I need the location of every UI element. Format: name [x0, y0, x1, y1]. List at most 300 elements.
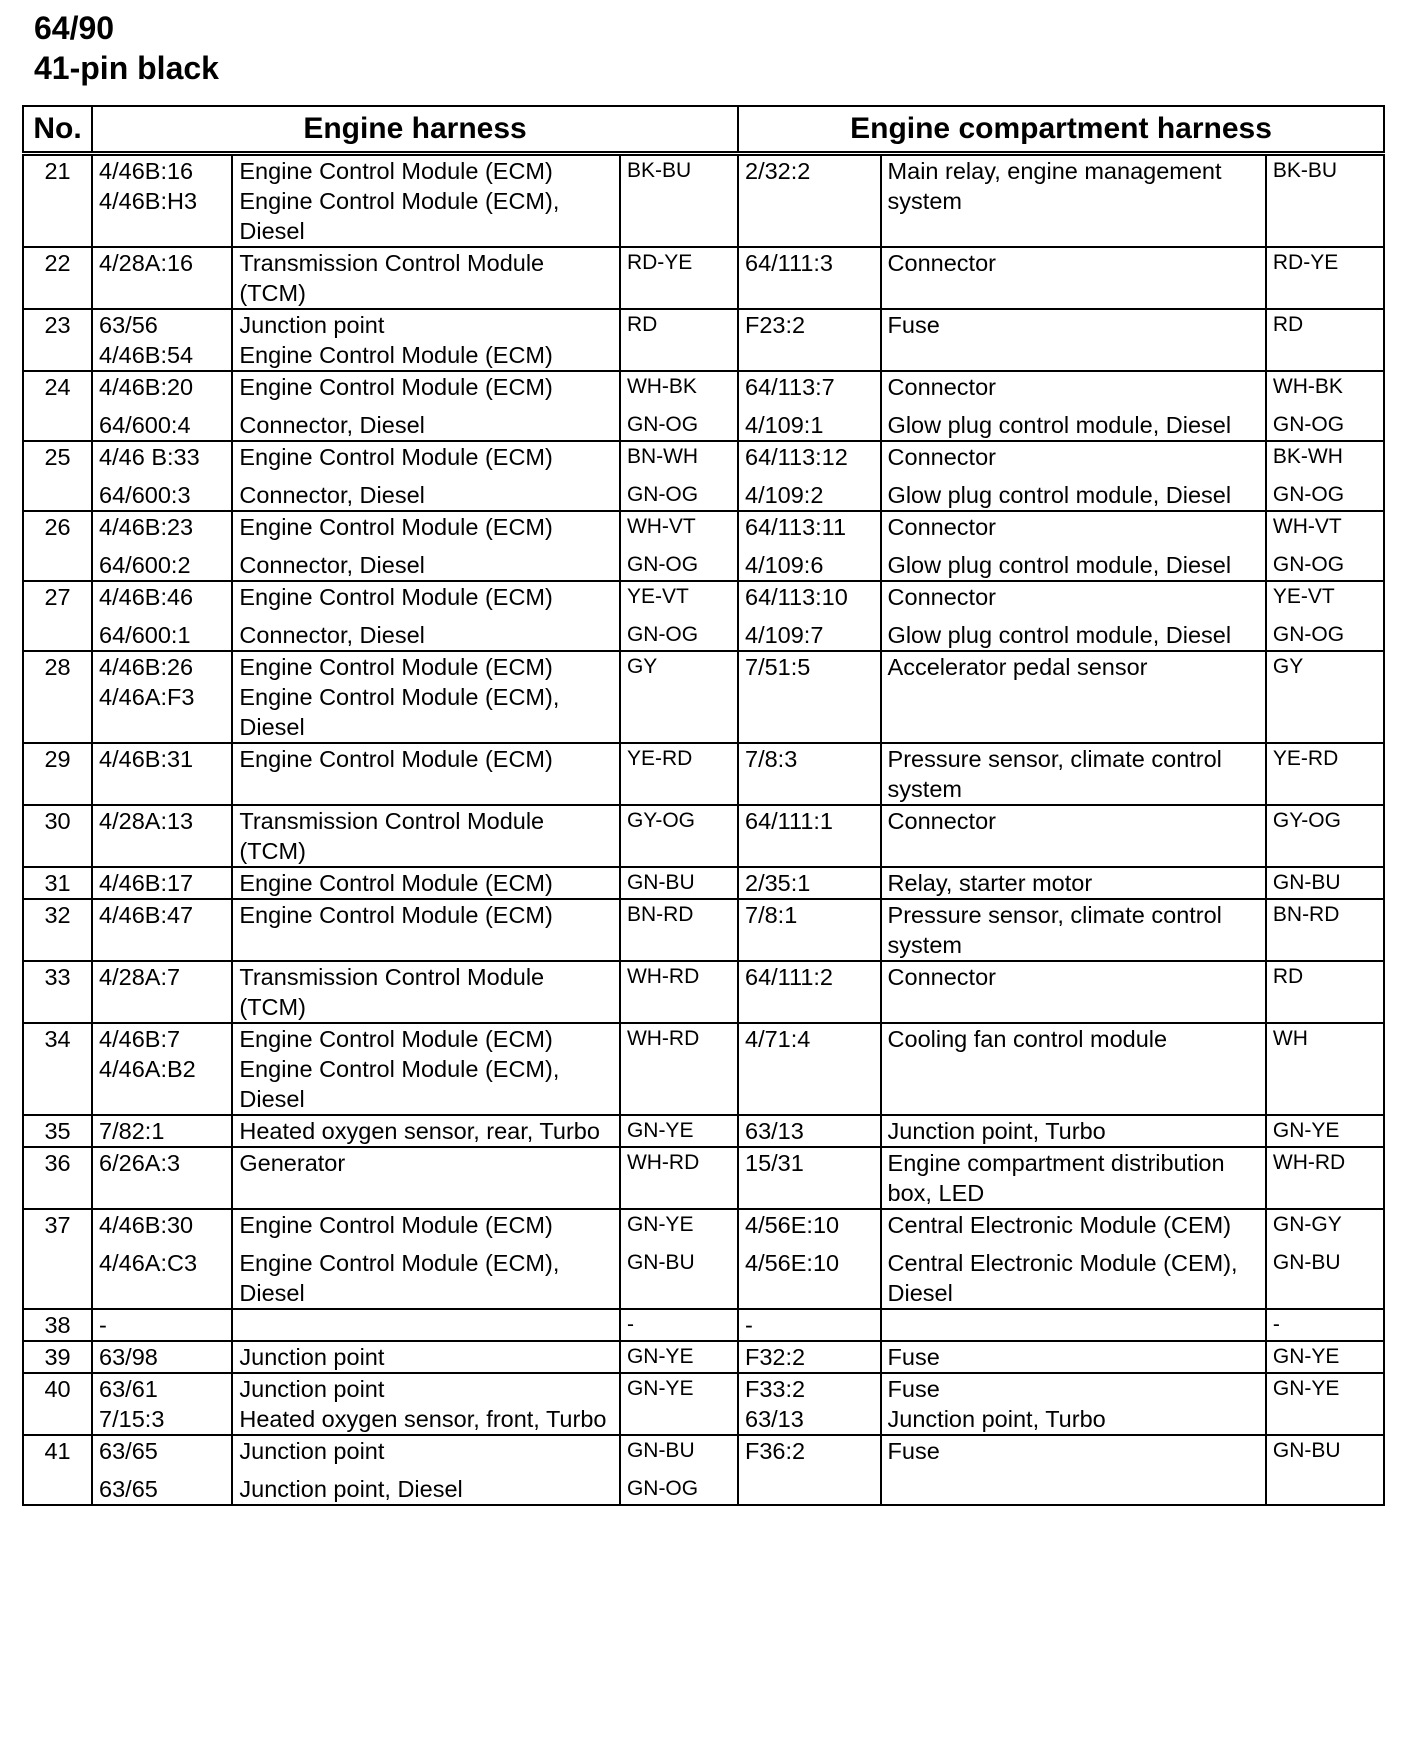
pin-number: 31 [23, 867, 92, 899]
engine-harness-wire-color [627, 682, 731, 712]
compartment-harness-wire-code-cell [738, 581, 881, 651]
table-body [23, 154, 1384, 1506]
compartment-harness-wire-color: WH-VT [1272, 515, 1342, 538]
compartment-harness-wire-code: 4/109:2 [745, 482, 824, 508]
table-row [23, 511, 1384, 581]
table-row [23, 899, 1384, 961]
compartment-harness-wire-code: F23:2 [745, 312, 806, 338]
engine-harness-wire-code: 64/600:1 [99, 622, 191, 648]
compartment-harness-wire-color: YE-VT [1272, 585, 1335, 608]
compartment-harness-wire-color: WH-BK [1272, 375, 1343, 398]
compartment-harness-wire-color-cell [1266, 371, 1384, 441]
engine-harness-component-description-cell [232, 899, 620, 961]
compartment-harness-wire-color: GN-YE [1272, 1345, 1340, 1368]
engine-harness-wire-code-cell [92, 371, 232, 441]
engine-harness-component-description: Engine Control Module (ECM), Diesel [239, 188, 560, 244]
compartment-harness-wire-color: RD [1272, 313, 1304, 336]
engine-harness-wire-code: 6/26A:3 [99, 1150, 181, 1176]
engine-harness-wire-color: WH-RD [626, 1151, 700, 1174]
compartment-harness-wire-color: GN-OG [1272, 623, 1345, 646]
compartment-harness-component-description: Connector [887, 250, 996, 276]
compartment-harness-component-description-cell [881, 511, 1266, 581]
compartment-harness-wire-color: RD [1272, 965, 1304, 988]
engine-harness-component-description: Connector, Diesel [239, 622, 425, 648]
engine-harness-wire-code-cell [92, 154, 232, 248]
compartment-harness-wire-code: 7/8:1 [745, 902, 798, 928]
engine-harness-component-description: Engine Control Module (ECM) [239, 158, 553, 184]
engine-harness-wire-code-cell [92, 1373, 232, 1435]
compartment-harness-wire-code-cell [738, 1373, 881, 1435]
engine-harness-component-description: Connector, Diesel [239, 482, 425, 508]
compartment-harness-wire-code: 64/113:12 [745, 444, 848, 470]
compartment-harness-wire-color: GN-BU [1272, 871, 1341, 894]
engine-harness-wire-color: GN-OG [626, 623, 699, 646]
compartment-harness-wire-code-cell [738, 1209, 881, 1309]
compartment-harness-wire-color-cell [1266, 1309, 1384, 1341]
engine-harness-wire-code-cell [92, 441, 232, 511]
compartment-harness-wire-code: F32:2 [745, 1344, 806, 1370]
engine-harness-component-description [239, 1310, 613, 1340]
connector-description: 41-pin black [34, 50, 219, 86]
compartment-harness-wire-color: GY-OG [1272, 809, 1341, 832]
table-row [23, 309, 1384, 371]
compartment-harness-wire-color-cell [1266, 309, 1384, 371]
compartment-harness-component-description-cell [881, 961, 1266, 1023]
table-row [23, 1341, 1384, 1373]
engine-harness-wire-color-cell [620, 581, 738, 651]
compartment-harness-wire-color: GY [1272, 655, 1304, 678]
engine-harness-wire-color-cell [620, 511, 738, 581]
pin-number: 33 [23, 961, 92, 1023]
engine-harness-wire-code: 63/65 [99, 1476, 158, 1502]
compartment-harness-component-description-cell [881, 581, 1266, 651]
engine-harness-wire-color: RD-YE [626, 251, 693, 274]
compartment-harness-wire-color: RD-YE [1272, 251, 1339, 274]
engine-harness-wire-color-cell [620, 371, 738, 441]
engine-harness-wire-color: GN-YE [626, 1377, 694, 1400]
engine-harness-wire-color-cell [620, 309, 738, 371]
compartment-harness-wire-color-cell [1266, 805, 1384, 867]
compartment-harness-wire-color: GN-YE [1272, 1377, 1340, 1400]
engine-harness-wire-color: - [626, 1313, 634, 1336]
pin-number: 24 [23, 371, 92, 441]
compartment-harness-wire-color: WH-RD [1272, 1151, 1346, 1174]
compartment-harness-wire-code: 64/113:11 [745, 514, 847, 540]
engine-harness-component-description-cell [232, 1341, 620, 1373]
compartment-harness-component-description-cell [881, 1209, 1266, 1309]
engine-harness-component-description: Engine Control Module (ECM) [239, 584, 553, 610]
engine-harness-component-description: Junction point [239, 1438, 385, 1464]
engine-harness-component-description: Generator [239, 1150, 346, 1176]
engine-harness-wire-code: 4/46B:47 [99, 902, 194, 928]
engine-harness-wire-color-cell [620, 1147, 738, 1209]
engine-harness-component-description: Junction point [239, 312, 385, 338]
engine-harness-wire-color: YE-VT [626, 585, 689, 608]
table-row [23, 805, 1384, 867]
engine-harness-wire-code: 4/46B:7 [99, 1026, 181, 1052]
compartment-harness-wire-code: 64/111:2 [745, 964, 833, 990]
compartment-harness-component-description-cell [881, 1373, 1266, 1435]
engine-harness-wire-code-cell [92, 805, 232, 867]
engine-harness-wire-color: GN-YE [626, 1345, 694, 1368]
compartment-harness-wire-code: 4/56E:10 [745, 1250, 840, 1276]
compartment-harness-wire-code-cell [738, 1341, 881, 1373]
compartment-harness-wire-code-cell [738, 899, 881, 961]
table-row [23, 1435, 1384, 1505]
engine-harness-component-description-cell [232, 247, 620, 309]
compartment-harness-wire-color: GN-BU [1272, 1439, 1341, 1462]
engine-harness-wire-color: GN-BU [626, 1439, 695, 1462]
compartment-harness-wire-code: 64/111:1 [745, 808, 833, 834]
engine-harness-wire-code-cell [92, 581, 232, 651]
engine-harness-component-description: Engine Control Module (ECM) [239, 1026, 553, 1052]
pin-number: 32 [23, 899, 92, 961]
engine-harness-wire-code-cell [92, 1023, 232, 1115]
engine-harness-wire-color [627, 1404, 731, 1434]
compartment-harness-wire-code-cell [738, 309, 881, 371]
engine-harness-wire-color: BN-RD [626, 903, 694, 926]
table-row [23, 1023, 1384, 1115]
engine-harness-wire-color [627, 1054, 731, 1084]
compartment-harness-wire-code-cell [738, 154, 881, 248]
compartment-harness-component-description: Connector [887, 444, 996, 470]
compartment-harness-component-description: Glow plug control module, Diesel [887, 412, 1232, 438]
compartment-harness-wire-color-cell [1266, 899, 1384, 961]
engine-harness-component-description-cell [232, 511, 620, 581]
engine-harness-wire-color: GN-OG [626, 553, 699, 576]
compartment-harness-wire-color-cell [1266, 511, 1384, 581]
engine-harness-component-description: Engine Control Module (ECM), Diesel [239, 1250, 560, 1306]
compartment-harness-wire-color-cell [1266, 154, 1384, 248]
engine-harness-component-description: Engine Control Module (ECM) [239, 870, 553, 896]
compartment-harness-wire-code: F36:2 [745, 1438, 806, 1464]
engine-harness-wire-code: - [99, 1312, 107, 1338]
compartment-harness-wire-color: BK-BU [1272, 159, 1338, 182]
compartment-harness-component-description: Connector [887, 808, 996, 834]
engine-harness-wire-color-cell [620, 651, 738, 743]
document-title [34, 8, 219, 88]
compartment-harness-wire-code-cell [738, 867, 881, 899]
compartment-harness-component-description-cell [881, 899, 1266, 961]
engine-harness-wire-color: RD [626, 313, 658, 336]
engine-harness-wire-code: 63/61 [99, 1376, 158, 1402]
engine-harness-component-description-cell [232, 961, 620, 1023]
compartment-harness-wire-code: 7/51:5 [745, 654, 811, 680]
engine-harness-wire-code: 4/46B:20 [99, 374, 194, 400]
compartment-harness-wire-code: 4/71:4 [745, 1026, 811, 1052]
engine-harness-component-description: Connector, Diesel [239, 412, 425, 438]
compartment-harness-component-description: Fuse [887, 1376, 940, 1402]
engine-harness-component-description: Engine Control Module (ECM) [239, 654, 553, 680]
compartment-harness-wire-code: 4/56E:10 [745, 1212, 840, 1238]
table-header-row [23, 106, 1384, 154]
compartment-harness-wire-code-cell [738, 1147, 881, 1209]
compartment-harness-component-description-cell [881, 867, 1266, 899]
engine-harness-wire-code-cell [92, 961, 232, 1023]
compartment-harness-component-description-cell [881, 1023, 1266, 1115]
compartment-harness-wire-color: BK-WH [1272, 445, 1343, 468]
compartment-harness-wire-color: GN-YE [1272, 1119, 1340, 1142]
engine-harness-wire-color-cell [620, 1373, 738, 1435]
engine-harness-wire-color-cell [620, 1309, 738, 1341]
compartment-harness-component-description-cell [881, 1115, 1266, 1147]
engine-harness-component-description-cell [232, 651, 620, 743]
engine-harness-component-description-cell [232, 1309, 620, 1341]
engine-harness-wire-code: 63/65 [99, 1438, 158, 1464]
engine-harness-wire-color-cell [620, 1341, 738, 1373]
compartment-harness-wire-color-cell [1266, 867, 1384, 899]
engine-harness-component-description: Engine Control Module (ECM), Diesel [239, 1056, 560, 1112]
pin-number: 23 [23, 309, 92, 371]
engine-harness-component-description-cell [232, 309, 620, 371]
engine-harness-wire-color-cell [620, 743, 738, 805]
engine-harness-component-description-cell [232, 371, 620, 441]
engine-harness-wire-color-cell [620, 899, 738, 961]
engine-harness-wire-color-cell [620, 1023, 738, 1115]
engine-harness-component-description-cell [232, 743, 620, 805]
compartment-harness-wire-color-cell [1266, 1435, 1384, 1505]
engine-harness-wire-code-cell [92, 651, 232, 743]
compartment-harness-component-description: Pressure sensor, climate control system [887, 902, 1222, 958]
compartment-harness-wire-code-cell [738, 1023, 881, 1115]
compartment-harness-component-description-cell [881, 247, 1266, 309]
compartment-harness-wire-code: 63/13 [745, 1118, 804, 1144]
engine-harness-wire-code: 4/46B:46 [99, 584, 194, 610]
compartment-harness-wire-code-cell [738, 247, 881, 309]
engine-harness-wire-code-cell [92, 1435, 232, 1505]
compartment-harness-wire-code-cell [738, 1309, 881, 1341]
compartment-harness-component-description: Junction point, Turbo [887, 1406, 1106, 1432]
engine-harness-wire-color: GY-OG [626, 809, 696, 832]
compartment-harness-component-description: Fuse [887, 312, 940, 338]
table-row [23, 961, 1384, 1023]
engine-harness-wire-code: 4/28A:16 [99, 250, 194, 276]
compartment-harness-component-description-cell [881, 371, 1266, 441]
engine-harness-wire-color: GN-OG [626, 413, 699, 436]
connector-number: 64/90 [34, 10, 115, 46]
engine-harness-wire-code: 4/46B:16 [99, 158, 194, 184]
engine-harness-wire-code-cell [92, 511, 232, 581]
pin-number: 34 [23, 1023, 92, 1115]
engine-harness-component-description-cell [232, 1115, 620, 1147]
engine-harness-component-description-cell [232, 581, 620, 651]
compartment-harness-component-description: Relay, starter motor [887, 870, 1093, 896]
compartment-harness-wire-code: 4/109:1 [745, 412, 824, 438]
compartment-harness-wire-code-cell [738, 371, 881, 441]
engine-harness-wire-code-cell [92, 247, 232, 309]
engine-harness-component-description: Heated oxygen sensor, front, Turbo [239, 1406, 607, 1432]
engine-harness-wire-code-cell [92, 867, 232, 899]
engine-harness-wire-color-cell [620, 441, 738, 511]
compartment-harness-component-description-cell [881, 1147, 1266, 1209]
pin-number: 26 [23, 511, 92, 581]
header-engine-harness: Engine harness [92, 106, 738, 154]
compartment-harness-component-description: Cooling fan control module [887, 1026, 1168, 1052]
pin-number: 21 [23, 154, 92, 248]
engine-harness-wire-code-cell [92, 1147, 232, 1209]
engine-harness-wire-color: GN-BU [626, 871, 695, 894]
compartment-harness-wire-code-cell [738, 1435, 881, 1505]
pin-number: 30 [23, 805, 92, 867]
compartment-harness-wire-color-cell [1266, 961, 1384, 1023]
compartment-harness-wire-code: F33:2 [745, 1376, 806, 1402]
engine-harness-wire-color: GN-OG [626, 1477, 699, 1500]
compartment-harness-component-description-cell [881, 1435, 1266, 1505]
compartment-harness-wire-code-cell [738, 511, 881, 581]
engine-harness-component-description: Engine Control Module (ECM) [239, 902, 553, 928]
engine-harness-wire-color [627, 340, 731, 370]
engine-harness-wire-color-cell [620, 1209, 738, 1309]
engine-harness-wire-code: 64/600:3 [99, 482, 191, 508]
engine-harness-component-description: Engine Control Module (ECM) [239, 374, 553, 400]
pin-number: 37 [23, 1209, 92, 1309]
compartment-harness-wire-color: BN-RD [1272, 903, 1340, 926]
engine-harness-wire-color: YE-RD [626, 747, 693, 770]
compartment-harness-wire-code: 64/113:10 [745, 584, 848, 610]
compartment-harness-wire-code-cell [738, 961, 881, 1023]
engine-harness-wire-color-cell [620, 867, 738, 899]
compartment-harness-component-description [888, 1310, 1259, 1340]
engine-harness-wire-code-cell [92, 899, 232, 961]
engine-harness-wire-color-cell [620, 247, 738, 309]
header-engine-compartment-harness: Engine compartment harness [738, 106, 1384, 154]
compartment-harness-wire-code-cell [738, 743, 881, 805]
engine-harness-wire-color-cell [620, 805, 738, 867]
compartment-harness-component-description: Connector [887, 584, 996, 610]
compartment-harness-wire-code: 15/31 [745, 1150, 804, 1176]
table-row [23, 743, 1384, 805]
compartment-harness-component-description: Central Electronic Module (CEM) [887, 1212, 1232, 1238]
compartment-harness-wire-color-cell [1266, 1373, 1384, 1435]
table-row [23, 581, 1384, 651]
compartment-harness-wire-code: 2/32:2 [745, 158, 811, 184]
compartment-harness-wire-color: YE-RD [1272, 747, 1339, 770]
engine-harness-wire-color: GY [626, 655, 658, 678]
engine-harness-component-description-cell [232, 1209, 620, 1309]
compartment-harness-component-description-cell [881, 743, 1266, 805]
engine-harness-wire-color: GN-YE [626, 1119, 694, 1142]
compartment-harness-component-description: Connector [887, 964, 996, 990]
pin-number: 35 [23, 1115, 92, 1147]
table-row [23, 371, 1384, 441]
table-row [23, 1309, 1384, 1341]
engine-harness-component-description: Junction point [239, 1344, 385, 1370]
engine-harness-component-description: Transmission Control Module (TCM) [239, 964, 545, 1020]
engine-harness-wire-color: GN-OG [626, 483, 699, 506]
engine-harness-component-description: Junction point [239, 1376, 385, 1402]
engine-harness-component-description-cell [232, 1147, 620, 1209]
compartment-harness-component-description-cell [881, 441, 1266, 511]
pin-number: 38 [23, 1309, 92, 1341]
compartment-harness-component-description: Engine compartment distribution box, LED [887, 1150, 1225, 1206]
engine-harness-wire-code: 4/28A:7 [99, 964, 181, 990]
engine-harness-wire-code-cell [92, 1209, 232, 1309]
engine-harness-component-description: Connector, Diesel [239, 552, 425, 578]
compartment-harness-wire-color: GN-OG [1272, 483, 1345, 506]
compartment-harness-component-description-cell [881, 154, 1266, 248]
table-row [23, 1115, 1384, 1147]
engine-harness-wire-color: GN-BU [626, 1251, 695, 1274]
compartment-harness-wire-color: GN-BU [1272, 1251, 1341, 1274]
compartment-harness-wire-color-cell [1266, 1115, 1384, 1147]
compartment-harness-component-description: Junction point, Turbo [887, 1118, 1106, 1144]
engine-harness-component-description-cell [232, 805, 620, 867]
compartment-harness-wire-color [1273, 1404, 1377, 1434]
engine-harness-component-description: Engine Control Module (ECM) [239, 444, 553, 470]
engine-harness-component-description: Engine Control Module (ECM) [239, 746, 553, 772]
pin-number: 41 [23, 1435, 92, 1505]
compartment-harness-component-description: Glow plug control module, Diesel [887, 482, 1232, 508]
engine-harness-wire-code-cell [92, 1115, 232, 1147]
compartment-harness-wire-color: GN-OG [1272, 553, 1345, 576]
engine-harness-component-description: Engine Control Module (ECM) [239, 514, 553, 540]
compartment-harness-component-description: Accelerator pedal sensor [887, 654, 1148, 680]
pin-assignment-table [22, 105, 1385, 1506]
compartment-harness-wire-color: WH [1272, 1027, 1308, 1050]
engine-harness-wire-color: BN-WH [626, 445, 699, 468]
engine-harness-wire-code: 4/46A:C3 [99, 1250, 198, 1276]
engine-harness-component-description-cell [232, 1435, 620, 1505]
compartment-harness-wire-code-cell [738, 651, 881, 743]
compartment-harness-wire-code: 64/113:7 [745, 374, 835, 400]
compartment-harness-component-description-cell [881, 805, 1266, 867]
engine-harness-wire-code: 4/28A:13 [99, 808, 194, 834]
engine-harness-wire-code: 64/600:4 [99, 412, 191, 438]
pin-number: 25 [23, 441, 92, 511]
engine-harness-wire-code: 4/46B:26 [99, 654, 194, 680]
engine-harness-wire-color-cell [620, 1435, 738, 1505]
engine-harness-wire-code-cell [92, 309, 232, 371]
table-row [23, 441, 1384, 511]
engine-harness-wire-color: WH-RD [626, 965, 700, 988]
pin-number: 27 [23, 581, 92, 651]
compartment-harness-wire-color-cell [1266, 581, 1384, 651]
engine-harness-component-description-cell [232, 441, 620, 511]
compartment-harness-wire-code: 64/111:3 [745, 250, 833, 276]
compartment-harness-component-description: Fuse [887, 1438, 940, 1464]
pin-number: 28 [23, 651, 92, 743]
table-row [23, 1147, 1384, 1209]
engine-harness-wire-color: GN-YE [626, 1213, 694, 1236]
compartment-harness-wire-color-cell [1266, 441, 1384, 511]
engine-harness-wire-code: 4/46 B:33 [99, 444, 200, 470]
compartment-harness-component-description: Central Electronic Module (CEM), Diesel [887, 1250, 1238, 1306]
compartment-harness-wire-code-cell [738, 805, 881, 867]
engine-harness-wire-code: 4/46A:F3 [99, 684, 195, 710]
engine-harness-component-description: Junction point, Diesel [239, 1476, 463, 1502]
engine-harness-component-description-cell [232, 867, 620, 899]
compartment-harness-component-description-cell [881, 651, 1266, 743]
compartment-harness-wire-color: GN-GY [1272, 1213, 1342, 1236]
engine-harness-wire-code: 4/46B:17 [99, 870, 194, 896]
engine-harness-component-description-cell [232, 1373, 620, 1435]
pin-number: 22 [23, 247, 92, 309]
engine-harness-wire-color-cell [620, 961, 738, 1023]
compartment-harness-wire-code: - [745, 1312, 753, 1338]
pin-number: 39 [23, 1341, 92, 1373]
engine-harness-component-description: Engine Control Module (ECM) [239, 342, 553, 368]
compartment-harness-component-description: Fuse [887, 1344, 940, 1370]
compartment-harness-component-description: Glow plug control module, Diesel [887, 622, 1232, 648]
pin-number: 29 [23, 743, 92, 805]
table-row [23, 1373, 1384, 1435]
compartment-harness-wire-code: 4/109:7 [745, 622, 824, 648]
pin-number: 36 [23, 1147, 92, 1209]
compartment-harness-wire-code-cell [738, 441, 881, 511]
pin-number: 40 [23, 1373, 92, 1435]
engine-harness-wire-code-cell [92, 1341, 232, 1373]
compartment-harness-wire-color-cell [1266, 1341, 1384, 1373]
